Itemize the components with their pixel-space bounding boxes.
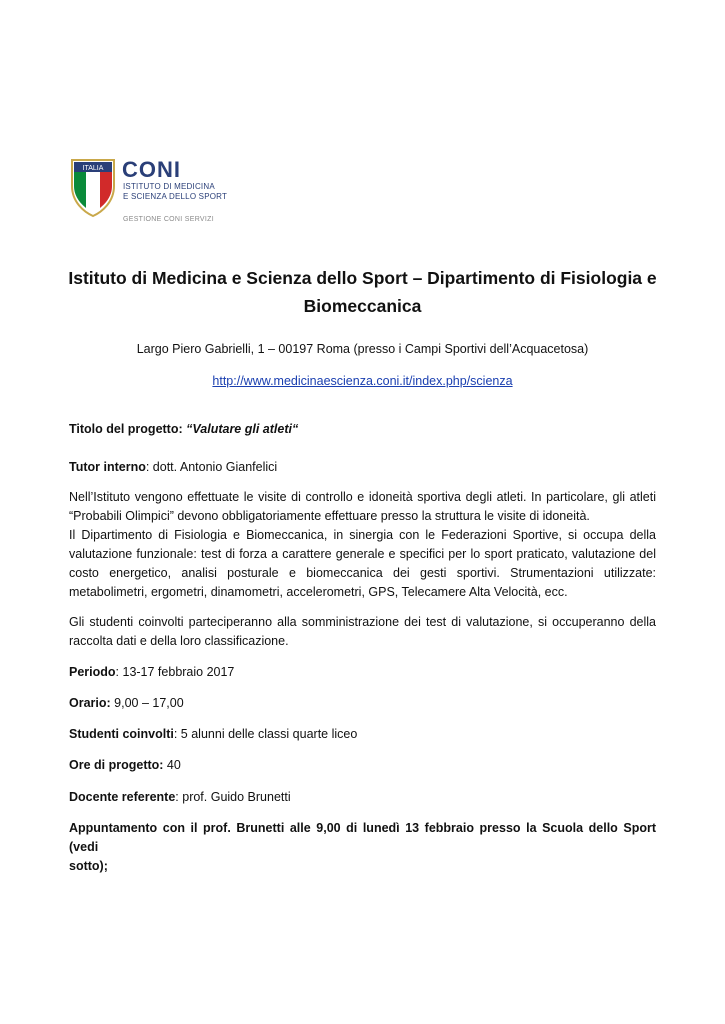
project-title-value: “Valutare gli atleti“ [186,422,299,436]
periodo-line [69,663,656,682]
docente-line [69,788,656,807]
orario-line [69,694,656,713]
coni-subtitle: ISTITUTO DI MEDICINA E SCIENZA DELLO SPORT [123,182,228,201]
tutor-value: : dott. Antonio Gianfelici [145,460,278,474]
appuntamento-paragraph [69,819,656,876]
shield-label: ITALIA [82,165,104,172]
para1-line: valutazione funzionale: test di forza a carattere generale e specifici per lo sport praticato, valutazione del [69,547,656,561]
description-paragraph-2 [69,613,656,651]
orario-label: Orario: [69,696,111,710]
coni-brand: CONI [122,157,181,182]
website-link-container [60,372,665,390]
coni-logo [70,158,260,228]
coni-gestione: GESTIONE CONI SERVIZI [123,216,214,223]
italia-shield-icon [70,158,116,218]
tutor-label: Tutor interno [69,460,146,474]
periodo-label: Periodo [69,665,116,679]
studenti-line [69,725,656,744]
ore-line [69,756,656,775]
title-line-2: Biomeccanica [303,296,422,316]
studenti-label: Studenti coinvolti [69,727,174,741]
para1-line: “Probabili Olimpici” devono obbligatoriamente effettuare presso la struttura le visite di idoneità. [69,509,590,523]
project-title [69,420,656,439]
description-paragraph-1 [69,488,656,602]
studenti-value: : 5 alunni delle classi quarte liceo [173,727,358,741]
appuntamento-line: sotto); [69,859,108,873]
appuntamento-line: Appuntamento con il prof. Brunetti alle 9,00 di lunedì 13 febbraio presso la Scuola dello Sport (vedi [69,821,656,854]
para2-line: raccolta dati e della loro classificazione. [69,634,289,648]
title-line-1: Istituto di Medicina e Scienza dello Sport – Dipartimento di Fisiologia e [68,268,657,288]
para1-line: costo energetico, analisi posturale e biomeccanica dei gesti sportivi. Strumentazioni utilizzate: [69,566,656,580]
ore-label: Ore di progetto: [69,758,164,772]
para2-line: Gli studenti coinvolti parteciperanno alla somministrazione dei test di valutazione, si occuperanno della [69,615,656,629]
para1-line: Nell’Istituto vengono effettuate le visite di controllo e idoneità sportiva degli atleti. In particolare, gli atleti [69,490,656,504]
page-title [60,264,665,320]
para1-line: metabolimetri, ergometri, dinamometri, accelerometri, GPS, Telecamere Alta Velocità, ecc. [69,585,568,599]
website-link[interactable]: http://www.medicinaescienza.coni.it/index.php/scienza [212,374,513,388]
orario-value: 9,00 – 17,00 [110,696,184,710]
docente-value: : prof. Guido Brunetti [175,790,291,804]
project-title-label: Titolo del progetto: [69,422,183,436]
docente-label: Docente referente [69,790,176,804]
para1-line: Il Dipartimento di Fisiologia e Biomeccanica, in sinergia con le Federazioni Sportive, si occupa della [69,528,656,542]
ore-value: 40 [163,758,181,772]
periodo-value: : 13-17 febbraio 2017 [115,665,235,679]
address: Largo Piero Gabrielli, 1 – 00197 Roma (presso i Campi Sportivi dell’Acquacetosa) [136,342,589,356]
tutor-line [69,458,656,477]
